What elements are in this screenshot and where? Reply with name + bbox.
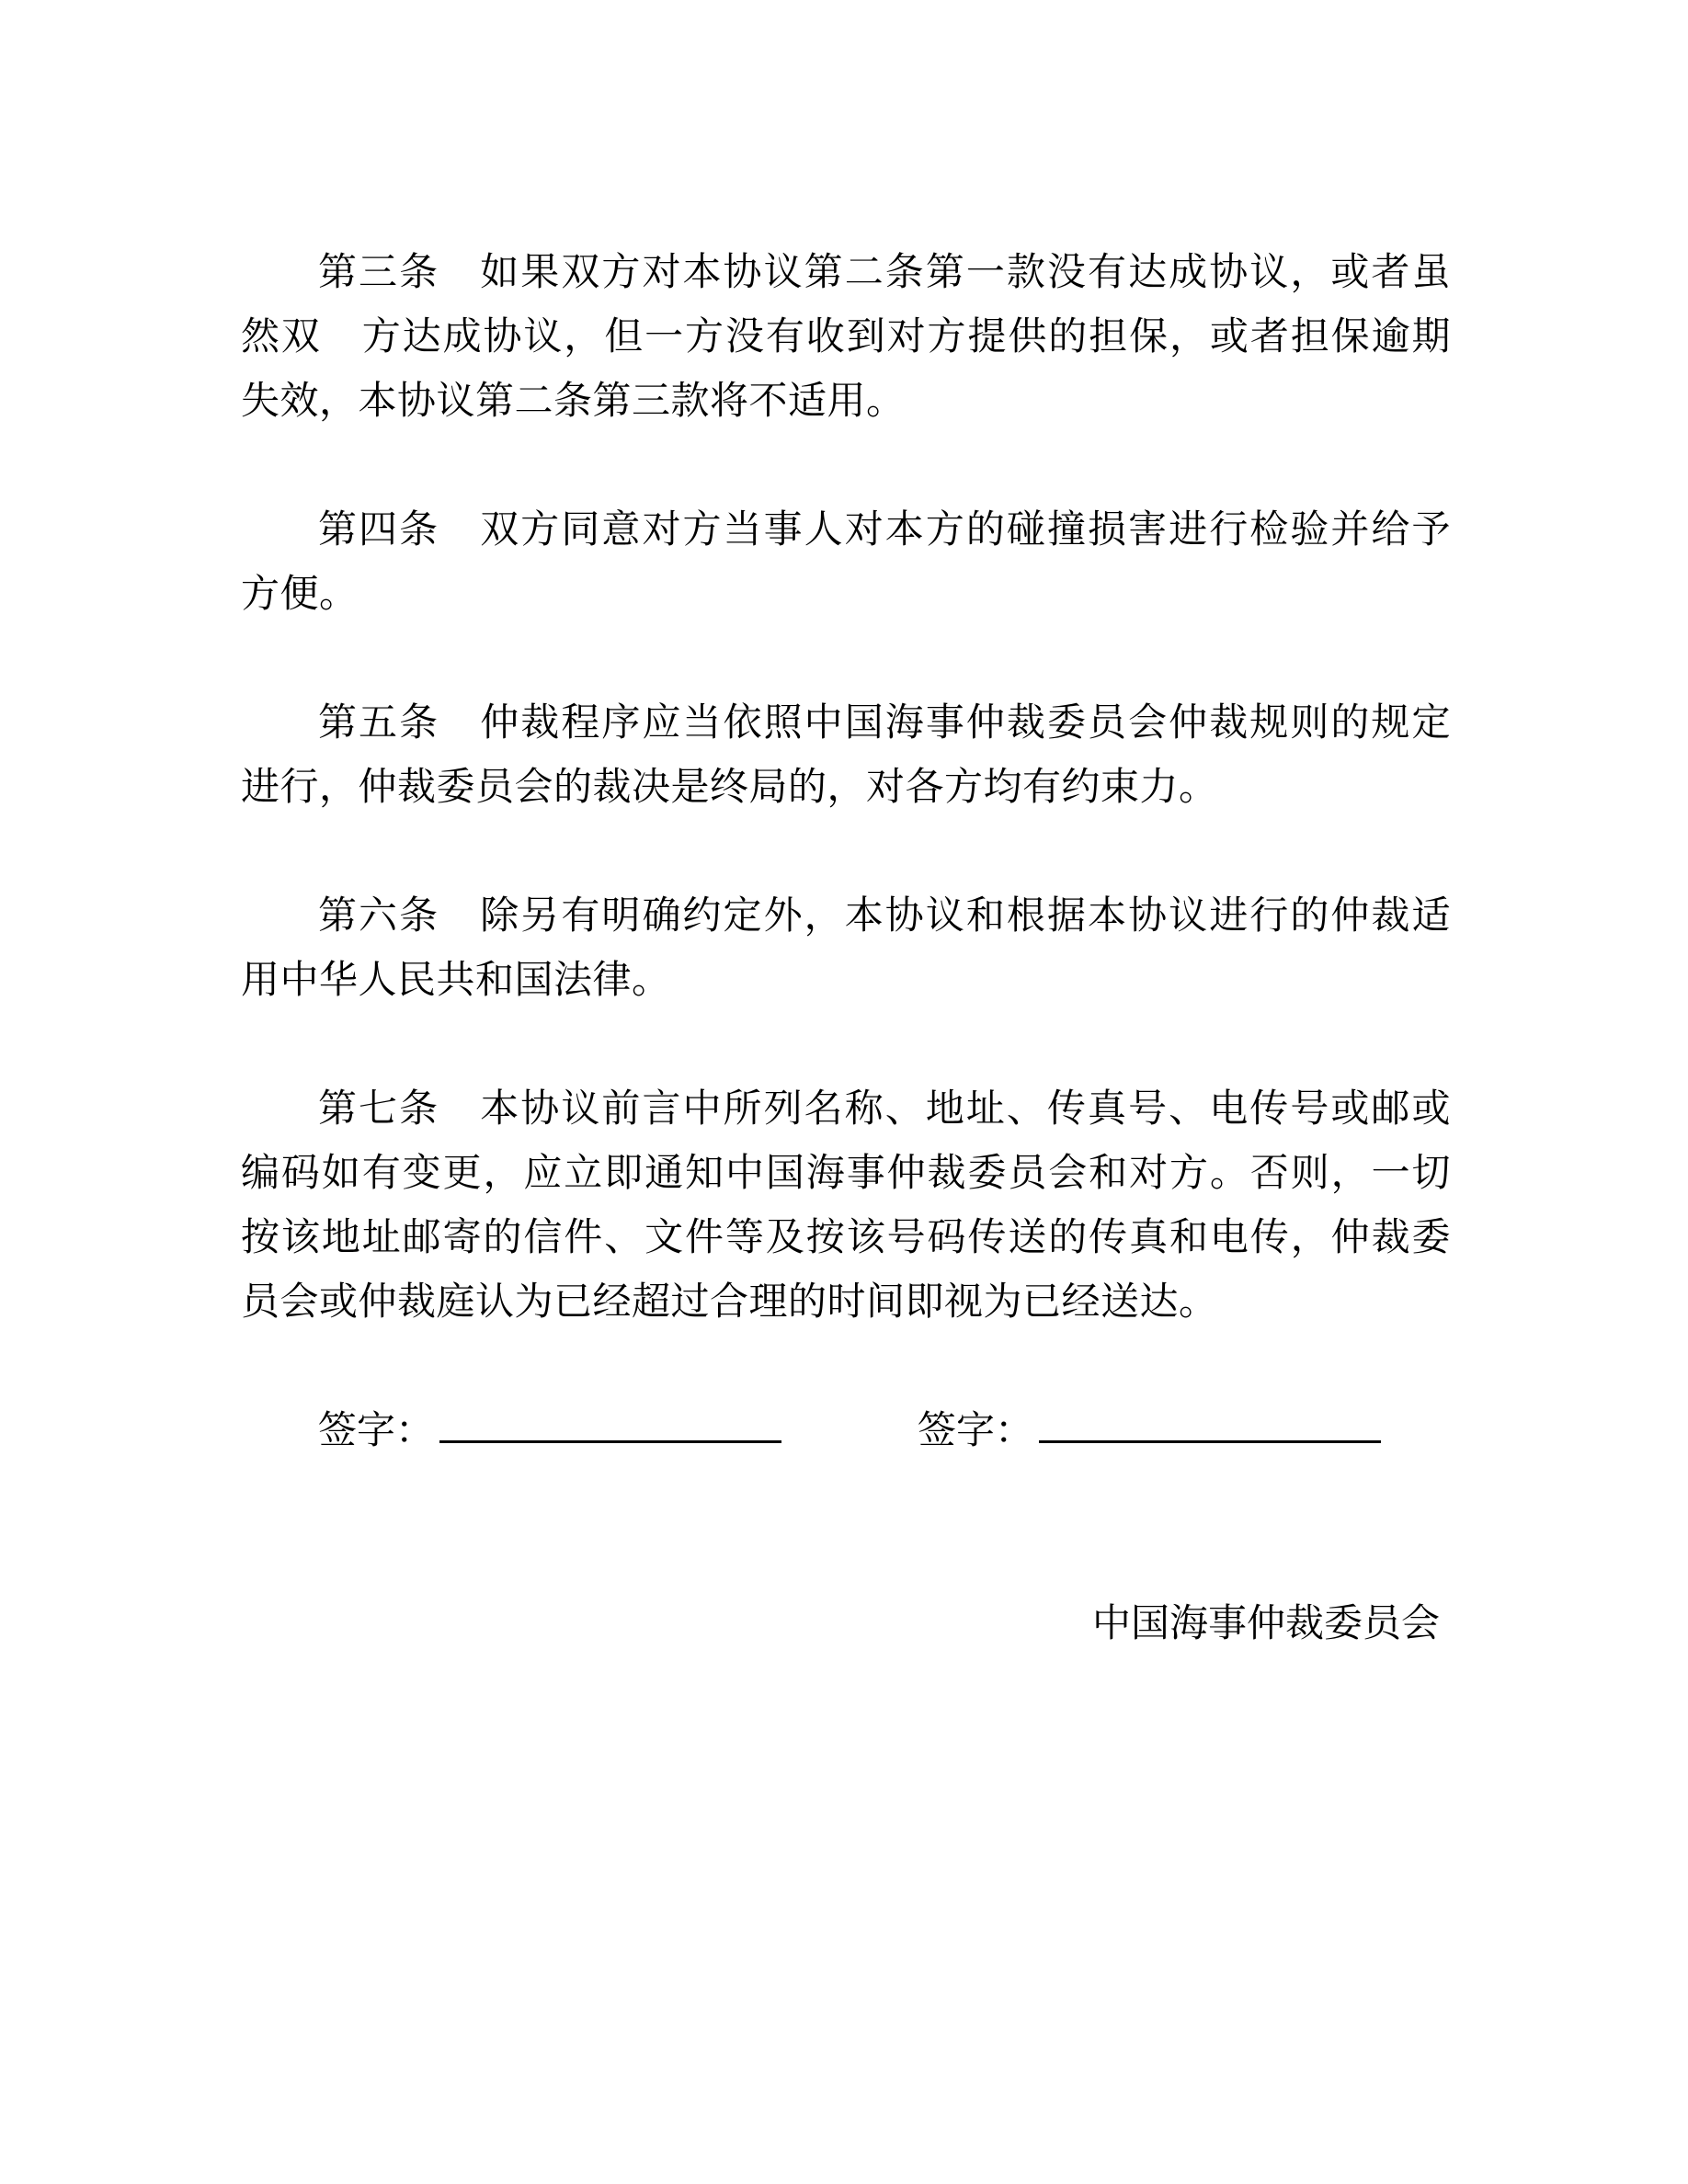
article-3-paragraph: 第三条 如果双方对本协议第二条第一款没有达成协议，或者虽然双 方达成协议，但一方没有收到对方提供的担保，或者担保逾期失效，本协议第二条第三款将不适用。 bbox=[241, 252, 1451, 423]
article-6-paragraph: 第六条 除另有明确约定外，本协议和根据本协议进行的仲裁适用中华人民共和国法律。 bbox=[241, 895, 1451, 1002]
signature-line-right bbox=[1039, 1405, 1381, 1443]
article-7-paragraph: 第七条 本协议前言中所列名称、地址、传真号、电传号或邮或编码如有变更，应立即通知中国海事仲裁委员会和对方。否则，一切按该地址邮寄的信件、文件等及按该号码传送的传真和电传，仲裁委员会或仲裁庭认为已经超过合理的时间即视为已经送达。 bbox=[241, 1088, 1451, 1324]
article-4-paragraph: 第四条 双方同意对方当事人对本方的碰撞损害进行检验并给予方便。 bbox=[241, 509, 1451, 616]
signature-label-left: 签字： bbox=[318, 1410, 435, 1452]
document-body bbox=[241, 241, 1451, 1656]
signature-line-left bbox=[439, 1405, 781, 1443]
signature-label-right: 签字： bbox=[918, 1410, 1034, 1452]
signature-row bbox=[241, 1399, 1451, 1463]
committee-signature: 中国海事仲裁委员会 bbox=[1091, 1603, 1440, 1645]
article-5-paragraph: 第五条 仲裁程序应当依照中国海事仲裁委员会仲裁规则的规定进行，仲裁委员会的裁决是终局的，对各方均有约束力。 bbox=[241, 702, 1451, 809]
